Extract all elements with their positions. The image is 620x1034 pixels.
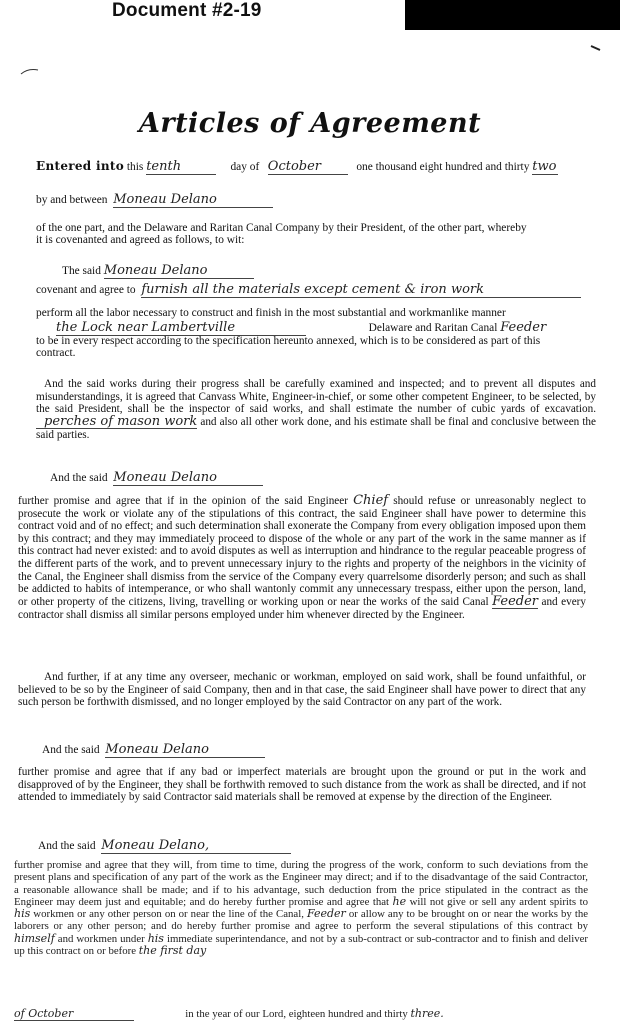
p2-chief: Chief — [353, 493, 389, 508]
paragraph-5 — [14, 859, 588, 957]
opening-text-2: it is covenanted and agreed as follows, to wit: — [36, 234, 245, 246]
p5-text-b: will not give or sell any ardent spirits to — [409, 895, 589, 908]
by-and-between: by and between — [36, 194, 108, 206]
paragraph-3: And further, if at any time any overseer, mechanic or workman, employed on said work, shall be found unfaithful, or believed to be so by the Engineer of said Company, then and in that case, the said Engineer shall have power to direct that any such person be forthwith dismissed, and no longer employed by the said Contractor on any part of the work. — [18, 671, 586, 709]
furnish-text: furnish all the materials except cement & iron work — [141, 282, 581, 298]
canal-text: Delaware and Raritan Canal — [368, 322, 498, 334]
opening-text-1: of the one part, and the Delaware and Raritan Canal Company by their President, of the other part, whereby — [36, 222, 527, 234]
paragraph-1 — [36, 378, 596, 442]
p5-year-line — [14, 1007, 444, 1021]
spec-line: to be in every respect according to the specification hereunto annexed, which is to be considered as part of this — [36, 335, 541, 347]
covenant-agree: covenant and agree to — [36, 284, 136, 296]
entered-into: Entered into — [36, 159, 125, 173]
page-title: Articles of Agreement — [138, 108, 482, 139]
top-bar — [0, 0, 620, 26]
p5-year: three. — [410, 1007, 444, 1020]
day-value: tenth — [146, 159, 216, 175]
p4-said-line — [42, 742, 265, 758]
month-value: October — [268, 159, 348, 175]
p5-year-text: in the year of our Lord, eighteen hundred and thirty — [185, 1008, 408, 1020]
p5-his: his — [14, 907, 31, 921]
year-text: one thousand eight hundred and thirty — [356, 161, 530, 173]
between-line — [36, 192, 273, 208]
p2-said-line — [50, 470, 263, 486]
work-name: the Lock near Lambertville — [56, 320, 306, 336]
paragraph-1-hw: perches of mason work — [36, 416, 197, 430]
contract-word: contract. — [36, 347, 76, 359]
p5-text-e: and workmen under — [57, 932, 145, 945]
and-the-said: And the said — [38, 840, 96, 852]
p5-text-a: further promise and agree that they will, from time to time, during the progress of the work, conform to such deviations from the present plans and specification of any part of the work as the Engineer may direct; and if to the disadvantage of the said Contractor, a reasonable allowance shall be made; and if to his advantage, such deduction from the price stipulated in the contract as the Engineer may deem just and equitable; and do hereby further promise and agree that — [14, 859, 588, 908]
p5-text-d: or allow any to be brought on or near the works by the laborers or any other person; and do hereby further promise and agree to perform the several stipulations of this contract by — [14, 908, 589, 933]
day-of: day of — [230, 161, 260, 173]
p2-feeder: Feeder — [492, 593, 538, 609]
p5-text-f: immediate superintendance, and not by a sub-contract or sub-contractor and to finish and deliver up this contract on or before — [14, 932, 589, 958]
p5-date: the first day — [138, 944, 207, 958]
p2-text: should refuse or unreasonably neglect to prosecute the work or violate any of the stipulations of this contract, the said Engineer shall have power to determine this contract void and of no effect; and such determination shall exonerate the Company from every obligation imposed upon them by this contract; and they may immediately proceed to dispose of the whole or any part of the work in the same manner as if this contract had never existed: and to avoid disputes as well as interruption and hindrance to the regular peaceable progress of the different parts of the work, and to prevent unnecessary injury to the rights and property of the neighbors in the vicinity of the Canal, the Engineer shall dismiss from the service of the Company every quarrelsome disorderly person; and such as shall be addicted to habits of intemperance, or who shall wantonly commit any unnecessary trespass, either upon the person, land, or other property of the citizens, living, travelling or working upon or near the works of the said Canal — [18, 495, 587, 608]
p5-his2: his — [147, 931, 164, 945]
feeder-hw: Feeder — [500, 320, 547, 335]
paragraph-4: further promise and agree that if any bad or imperfect materials are brought upon the ground or put in the work and disapproved of by the Engineer, they shall be forthwith removed to such distance from the work as shall be directed, and if not attended to immediately by said Contractor said materials shall be removed at expense by the direction of the Engineer. — [18, 766, 586, 804]
and-the-said: And the said — [50, 472, 108, 484]
p5-last: of October — [14, 1007, 134, 1021]
p5-text-c: workmen or any other person on or near the line of the Canal, — [33, 908, 304, 921]
paragraph-1-text: And the said works during their progress shall be carefully examined and inspected; and to prevent all disputes and misunderstandings, it is agreed that Canvass White, Engineer-in-chief, or some other competent Engineer, to be selected, by the said President, shall be the inspector of said works, and shall estimate the number of cubic yards of excavation. — [36, 378, 596, 416]
p5-he: he — [392, 894, 407, 908]
p2-name: Moneau Delano — [113, 470, 263, 486]
paragraph-1-text2: and also all other work done, and his estimate shall be final and conclusive between the said parties. — [36, 415, 596, 442]
p5-himself: himself — [14, 931, 55, 945]
perform-line: perform all the labor necessary to construct and finish in the most substantial and workmanlike manner — [36, 307, 506, 319]
and-the-said: And the said — [42, 744, 100, 756]
stray-mark — [20, 66, 40, 76]
p5-name: Moneau Delano, — [101, 838, 291, 854]
party-name: Moneau Delano — [113, 192, 273, 208]
covenant-name: Moneau Delano — [104, 263, 254, 279]
covenant-line — [36, 282, 581, 298]
p2-text2: and every contractor shall dismiss all similar persons employed under him whenever directed by the Engineer. — [18, 595, 586, 622]
black-bar — [405, 0, 620, 30]
year-value: two — [532, 159, 557, 174]
work-line — [56, 320, 546, 336]
opening-line — [36, 159, 558, 175]
covenant-said-line — [62, 263, 254, 279]
stray-mark — [590, 44, 602, 52]
p5-said-line — [38, 838, 291, 854]
document-label: Document #2-19 — [112, 0, 262, 21]
paragraph-2 — [18, 495, 586, 622]
the-said: The said — [62, 265, 101, 277]
p4-name: Moneau Delano — [105, 742, 265, 758]
p5-feeder: Feeder — [306, 907, 346, 921]
p2-lead: further promise and agree that if in the opinion of the said Engineer — [18, 495, 348, 507]
this-word: this — [126, 161, 144, 173]
